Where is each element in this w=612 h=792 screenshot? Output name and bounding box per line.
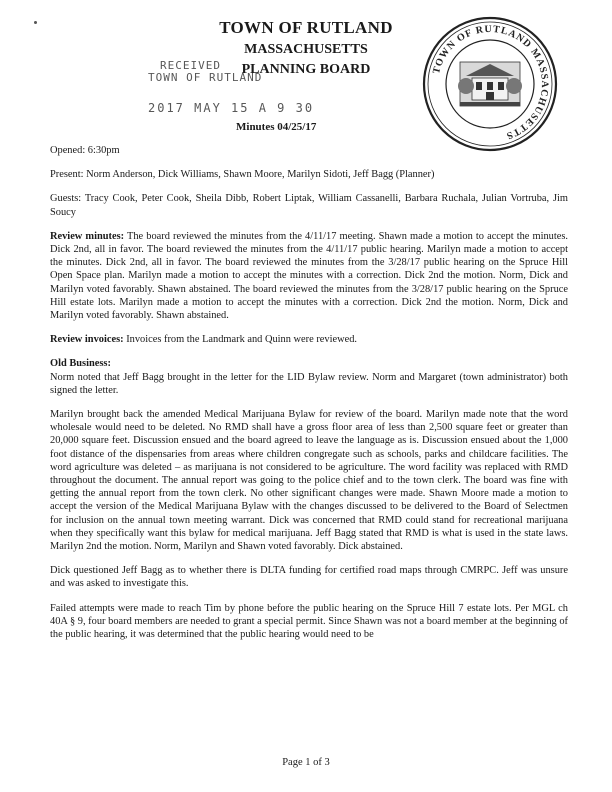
old-business-section bbox=[50, 357, 568, 397]
present-members: Present: Norm Anderson, Dick Williams, Shawn Moore, Marilyn Sidoti, Jeff Bagg (Planner) bbox=[50, 169, 435, 181]
dlta-paragraph: Dick questioned Jeff Bagg as to whether there is DLTA funding for certified road maps through CMRPC. Jeff was unsure and was asked to investigate this. bbox=[50, 565, 568, 590]
received-stamp-line1: RECEIVED bbox=[160, 59, 221, 72]
marijuana-bylaw-paragraph: Marilyn brought back the amended Medical Marijuana Bylaw for review of the board. Marilyn made note that the word wholesale would need to be deleted. No RMD shall have a gross floor area of less than 2,500 square feet or greater than 20,000 square feet. Discussion ensued and the board agreed to leave the language as is. Discussion ensued about the 1,000 foot distance of the dispensaries from areas where children congregate such as schools, parks and childcare facilities. The word agriculture was deleted – as marijuana is not considered to be agriculture. The word facility was replaced with RMD throughout the document. The annual report was going to the police chief and to the town clerk. The board was fine with getting the annual report from the town clerk. No other significant changes were made. Shawn Moore made a motion to accept the version of the Medical Marijuana Bylaw with the changes discussed to be delivered to the Board of Selectmen for inclusion on the annual town meeting warrant. Dick was concerned that RMD could stand for recreational marijuana when they specifically want this bylaw for medical marijuana. Jeff Bagg stated that RMD is what is used in the state laws. Marilyn 2nd the motion. Norm, Marilyn and Shawn voted favorably. Dick abstained. bbox=[50, 409, 568, 553]
seal-text: TOWN OF RUTLAND MASSACHUSETTS bbox=[431, 23, 551, 142]
page-number: Page 1 of 3 bbox=[282, 757, 330, 768]
review-invoices-section bbox=[50, 333, 568, 346]
opened-time: Opened: 6:30pm bbox=[50, 145, 120, 156]
old-business-heading: Old Business: bbox=[50, 358, 111, 370]
received-stamp-datetime: 2017 MAY 15 A 9 30 bbox=[148, 101, 315, 115]
review-minutes-text: The board reviewed the minutes from the 4/11/17 meeting. Shawn made a motion to accept the minutes. Dick 2nd, all in favor. The board reviewed the minutes from the 4/11/17 public hearing. Marilyn made a motion to accept the minutes. Dick 2nd, all in favor. The board reviewed the minutes from the 3/28/17 public hearing on the Spruce Hill Open Space plan. Marilyn made a motion to accept the minutes with a correction. Dick 2nd the motion. Norm, Dick and Marilyn voted favorably. Shawn abstained. The board reviewed the minutes from the 3/28/17 public hearing on the Spruce Hill estate lots. Marilyn made a motion to accept the minutes with a correction. Dick 2nd the motion. Norm, Dick and Marilyn voted favorably. Shawn abstained. bbox=[50, 230, 568, 322]
town-name: TOWN OF RUTLAND bbox=[219, 18, 393, 37]
review-minutes-section bbox=[50, 230, 568, 322]
old-business-text: Norm noted that Jeff Bagg brought in the letter for the LID Bylaw review. Norm and Margaret (town administrator) both signed the letter. bbox=[50, 371, 568, 396]
review-invoices-text: Invoices from the Landmark and Quinn were reviewed. bbox=[123, 334, 358, 346]
board-name: PLANNING BOARD bbox=[241, 62, 371, 77]
state-name: MASSACHUSETTS bbox=[244, 42, 368, 57]
guests-list: Guests: Tracy Cook, Peter Cook, Sheila Dibb, Robert Liptak, William Cassanelli, Barbara Ruchala, Julian Vortruba, Jim Soucy bbox=[50, 193, 568, 218]
review-minutes-heading: Review minutes: bbox=[50, 230, 125, 242]
minutes-body bbox=[50, 144, 568, 652]
minutes-date: Minutes 04/25/17 bbox=[236, 121, 317, 133]
town-seal-icon bbox=[420, 14, 560, 154]
failed-attempts-paragraph: Failed attempts were made to reach Tim by phone before the public hearing on the Spruce Hill 7 estate lots. Per MGL ch 40A § 9, four board members are needed to grant a special permit. Since Shawn was not a board member at the beginning of the public hearing, it was determined that the public hearing would need to be bbox=[50, 602, 568, 641]
review-invoices-heading: Review invoices: bbox=[50, 334, 124, 346]
received-stamp-line2: TOWN OF RUTLAND bbox=[148, 71, 263, 84]
